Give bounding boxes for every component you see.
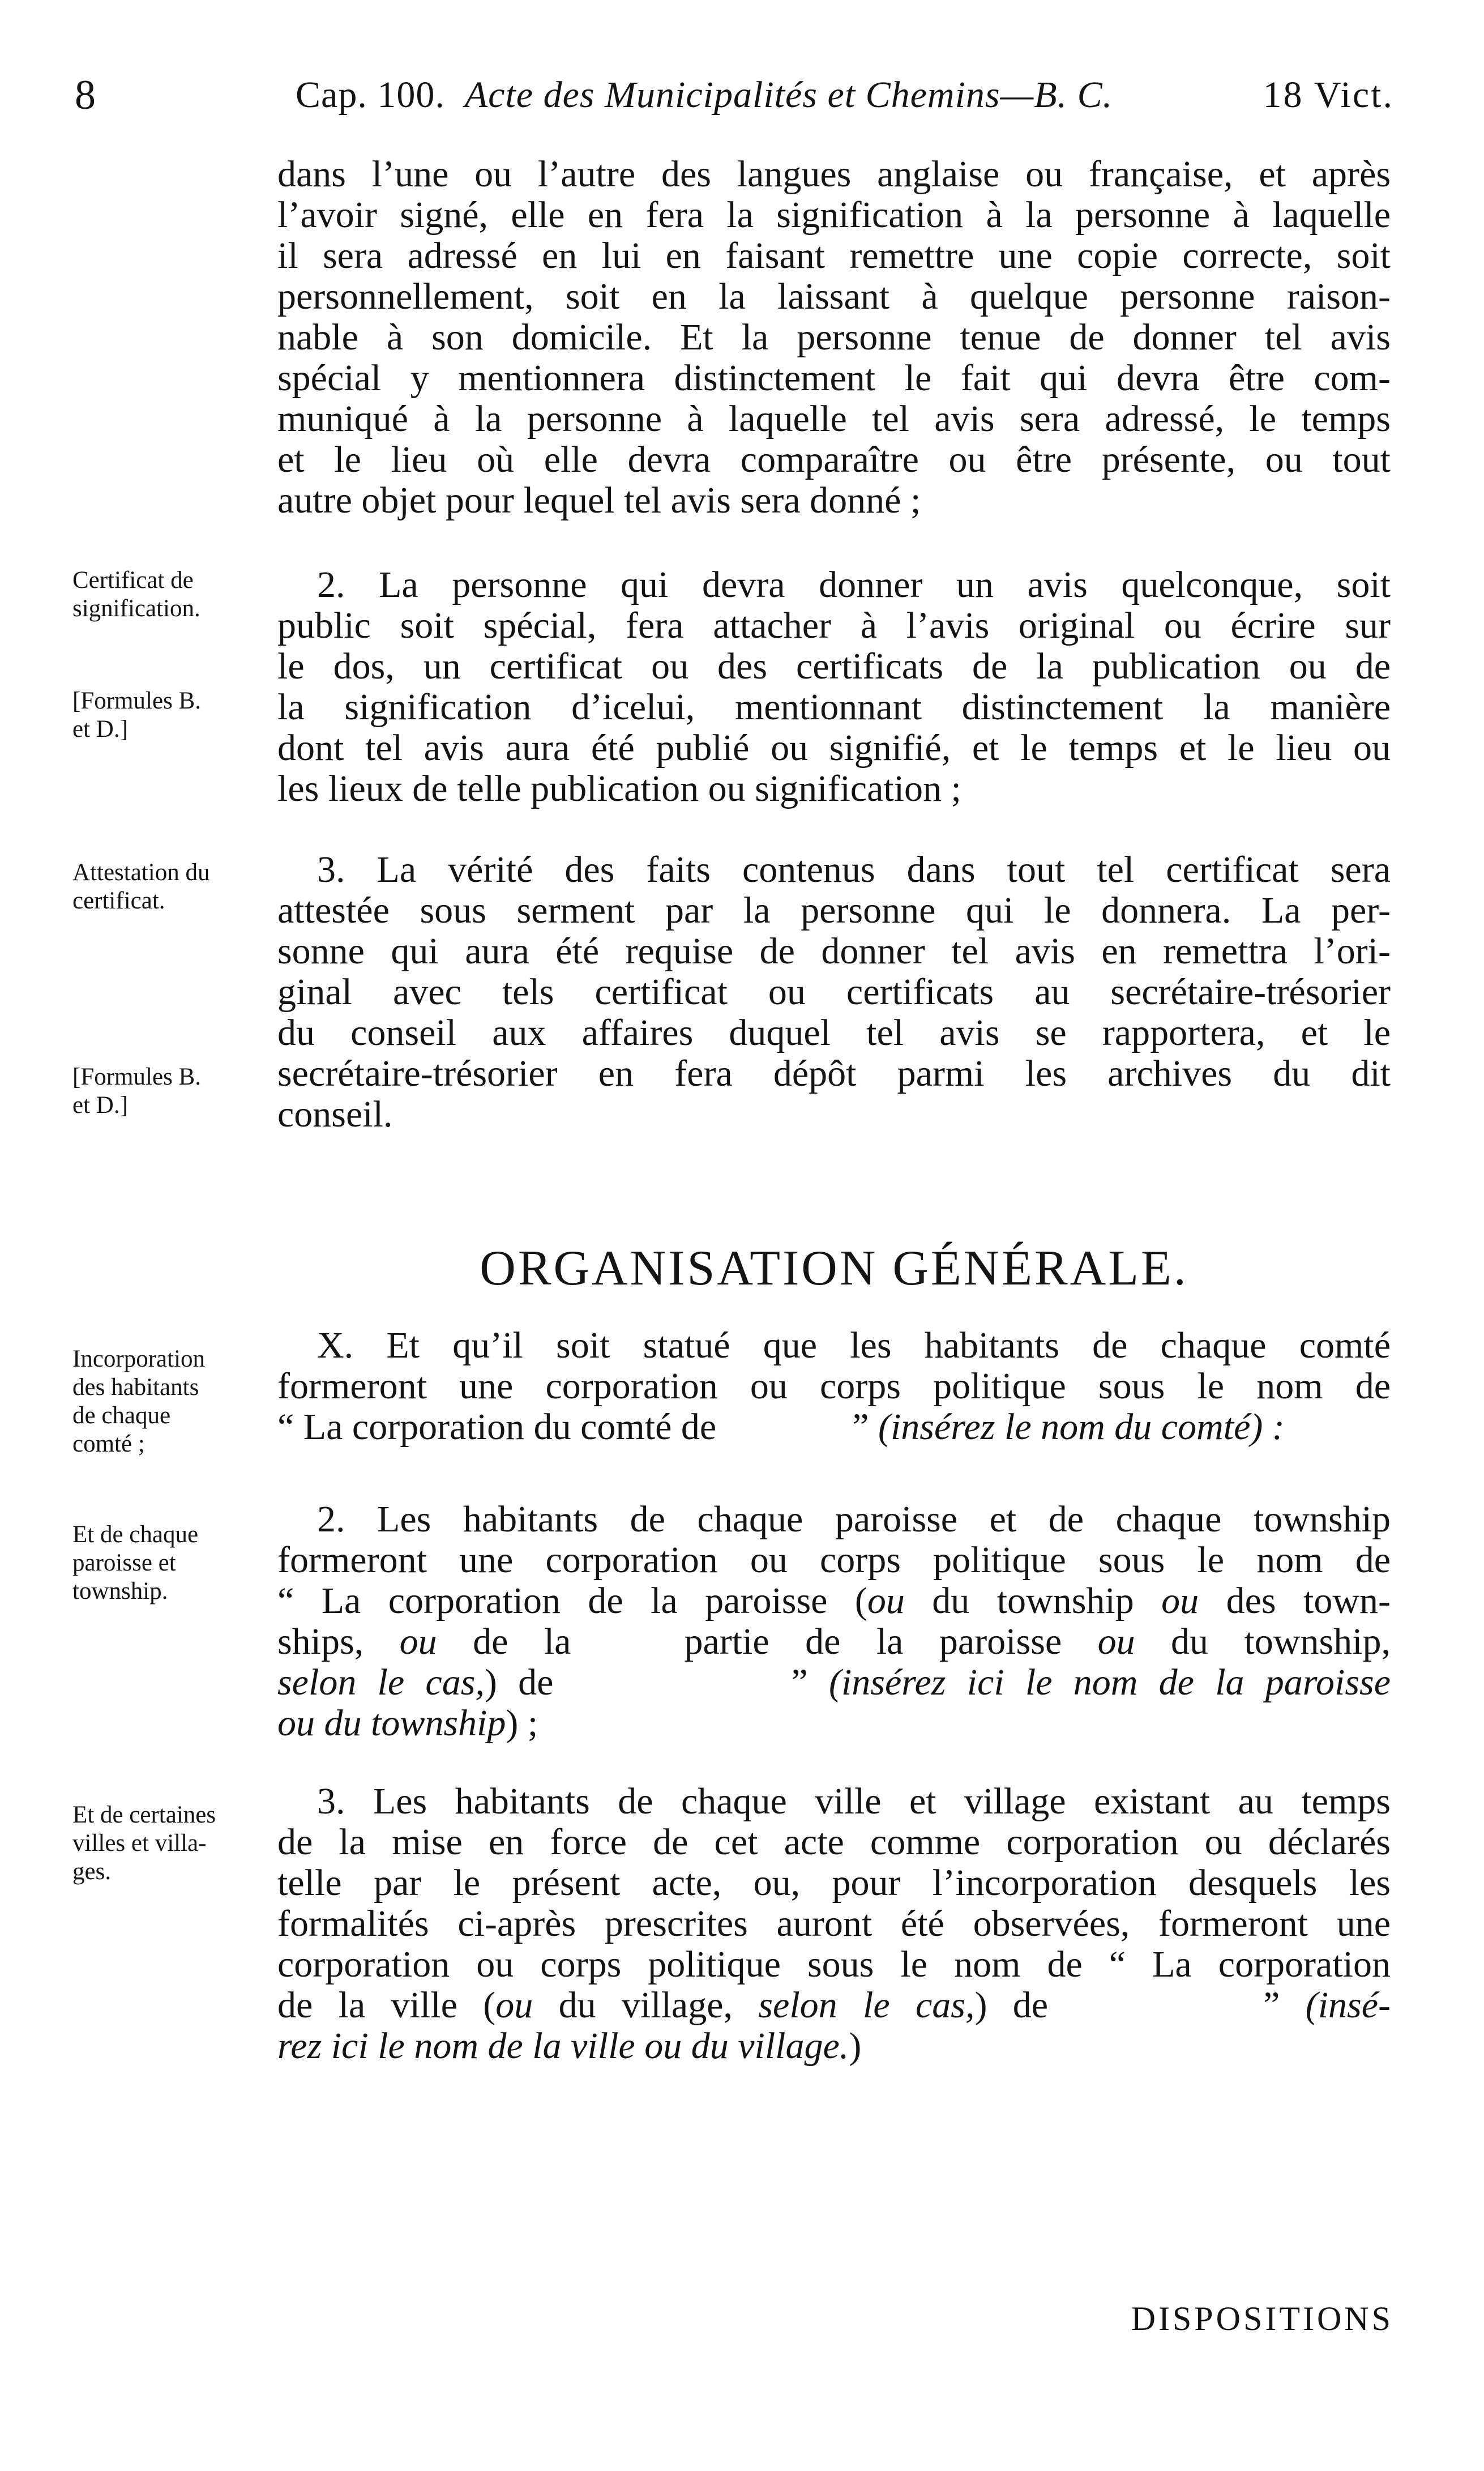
margin-note-line: township. xyxy=(72,1578,168,1604)
margin-note-attestation xyxy=(72,859,271,915)
paragraph-X xyxy=(277,1325,1391,1448)
text-line: selon le cas,) de ” (insérez ici le nom de la paroisse xyxy=(277,1662,1391,1703)
paragraph-3 xyxy=(277,850,1391,1135)
page-number: 8 xyxy=(75,72,96,118)
paragraph-X-2 xyxy=(277,1499,1391,1744)
margin-note-incorporation xyxy=(72,1345,271,1458)
margin-note-formules xyxy=(72,687,271,744)
text-segment-italic: ou xyxy=(1097,1621,1135,1662)
text-line: 3. La vérité des faits contenus dans tout tel certificat sera xyxy=(317,849,1391,890)
editorial-instruction: ou du township xyxy=(277,1702,506,1744)
margin-note-line: comté ; xyxy=(72,1431,145,1457)
text-line: ginal avec tels certificat ou certificats au secrétaire-trésorier xyxy=(277,971,1391,1013)
margin-note-line: ges. xyxy=(72,1858,112,1885)
corporation-name-comte: “ La corporation du comté de xyxy=(277,1406,717,1448)
text-line: public soit spécial, fera attacher à l’avis original ou écrire sur xyxy=(277,605,1391,646)
editorial-instruction: (insé- xyxy=(1305,1985,1391,2026)
margin-note-line: Et de certaines xyxy=(72,1802,216,1828)
text-segment: “ La corporation de la paroisse ( xyxy=(277,1580,867,1621)
text-line: X. Et qu’il soit statué que les habitants de chaque comté xyxy=(317,1325,1391,1366)
text-line: de la ville (ou du village, selon le cas,) de ” (insé- xyxy=(277,1985,1391,2026)
text-segment: partie de la paroisse xyxy=(684,1621,1098,1662)
editorial-instruction: (insérez ici le nom de la paroisse xyxy=(828,1662,1391,1703)
text-segment: ) ; xyxy=(506,1702,538,1744)
text-segment: de la ville ( xyxy=(277,1985,496,2026)
margin-note-line: Et de chaque xyxy=(72,1521,199,1548)
text-line: le dos, un certificat ou des certificats de la publication ou de xyxy=(277,646,1391,687)
text-line: nable à son domicile. Et la personne tenue de donner tel avis xyxy=(277,317,1391,358)
margin-note-line: paroisse et xyxy=(72,1550,176,1576)
margin-note-line: Certificat de xyxy=(72,567,194,594)
text-line xyxy=(277,1703,1391,1744)
running-header xyxy=(75,67,1394,123)
text-segment: du village, xyxy=(533,1985,759,2026)
text-segment: de la xyxy=(437,1621,571,1662)
running-title xyxy=(296,67,1113,123)
margin-note-line: [Formules B. xyxy=(72,688,201,714)
text-line: 3. Les habitants de chaque ville et village existant au temps xyxy=(317,1781,1391,1822)
text-line xyxy=(277,2026,1391,2067)
margin-note-line: signification. xyxy=(72,595,200,622)
text-line: telle par le présent acte, ou, pour l’incorporation desquels les xyxy=(277,1862,1391,1904)
text-line: et le lieu où elle devra comparaître ou être présente, ou tout xyxy=(277,439,1391,480)
text-line: du conseil aux affaires duquel tel avis se rapportera, et le xyxy=(277,1012,1391,1053)
text-line: les lieux de telle publication ou signification ; xyxy=(277,768,961,809)
text-line: personnellement, soit en la laissant à quelque personne raison- xyxy=(277,276,1391,317)
text-segment-italic: selon le cas, xyxy=(277,1662,485,1703)
catchword: DISPOSITIONS xyxy=(1131,2300,1393,2337)
text-line: l’avoir signé, elle en fera la signification à la personne à laquelle xyxy=(277,194,1391,236)
section-heading: ORGANISATION GÉNÉRALE. xyxy=(480,1241,1188,1296)
act-title: Acte des Municipalités et Chemins—B. C. xyxy=(464,74,1113,116)
text-line: attestée sous serment par la personne qui le donnera. La per- xyxy=(277,890,1391,931)
paragraph-2 xyxy=(277,565,1391,809)
margin-note-line: [Formules B. xyxy=(72,1064,201,1090)
text-line: corporation ou corps politique sous le nom de “ La corporation xyxy=(277,1944,1391,1985)
text-segment-italic: selon le cas, xyxy=(758,1985,975,2026)
text-segment-italic: ou xyxy=(399,1621,437,1662)
margin-note-line: certificat. xyxy=(72,887,165,914)
text-segment: ) de xyxy=(484,1662,554,1703)
text-segment: des town- xyxy=(1199,1580,1391,1621)
editorial-instruction: (insérez le nom du comté) : xyxy=(878,1406,1285,1448)
text-line: dont tel avis aura été publié ou signifié, et le temps et le lieu ou xyxy=(277,727,1391,769)
chapter-number: Cap. 100. xyxy=(296,74,445,116)
text-line: autre objet pour lequel tel avis sera donné ; xyxy=(277,480,921,521)
text-segment: du township xyxy=(904,1580,1162,1621)
text-line: de la mise en force de cet acte comme corporation ou déclarés xyxy=(277,1821,1391,1863)
editorial-instruction: rez ici le nom de la ville ou du village. xyxy=(277,2025,849,2067)
margin-note-line: et D.] xyxy=(72,1092,128,1119)
margin-note-line: de chaque xyxy=(72,1402,171,1429)
margin-note-line: Incorporation xyxy=(72,1346,206,1372)
margin-note-line: Attestation du xyxy=(72,859,210,886)
text-line: secrétaire-trésorier en fera dépôt parmi les archives du dit xyxy=(277,1053,1391,1094)
text-segment-italic: ou xyxy=(1161,1580,1199,1621)
paragraph-X-3 xyxy=(277,1781,1391,2067)
paragraph-intro xyxy=(277,154,1391,521)
margin-note-paroisse xyxy=(72,1521,271,1606)
margin-note-line: et D.] xyxy=(72,716,128,742)
text-line: 2. Les habitants de chaque paroisse et de chaque township xyxy=(317,1499,1391,1540)
text-line: il sera adressé en lui en faisant remettre une copie correcte, soit xyxy=(277,235,1391,276)
text-segment: ) xyxy=(849,2025,862,2067)
margin-note-line: villes et villa- xyxy=(72,1830,207,1857)
regnal-year: 18 Vict. xyxy=(1263,74,1394,116)
text-segment: ) de xyxy=(974,1985,1049,2026)
text-line: dans l’une ou l’autre des langues anglaise ou française, et après xyxy=(277,153,1391,195)
text-line: muniqué à la personne à laquelle tel avis sera adressé, le temps xyxy=(277,398,1391,439)
text-line: sonne qui aura été requise de donner tel avis en remettra l’ori- xyxy=(277,931,1391,972)
text-segment: du township, xyxy=(1135,1621,1391,1662)
text-line: formeront une corporation ou corps politique sous le nom de xyxy=(277,1539,1391,1581)
margin-note-formules xyxy=(72,1063,271,1120)
text-segment: ships, xyxy=(277,1621,400,1662)
text-line xyxy=(277,1621,1391,1662)
margin-note-villes xyxy=(72,1801,271,1886)
text-line: 2. La personne qui devra donner un avis quelconque, soit xyxy=(317,564,1391,605)
text-line: formalités ci-après prescrites auront été observées, formeront une xyxy=(277,1903,1391,1944)
text-line: “ La corporation du comté de ” (insérez le nom du comté) : xyxy=(277,1406,1285,1448)
margin-note-certificat xyxy=(72,566,271,623)
text-line: la signification d’icelui, mentionnant distinctement la manière xyxy=(277,686,1391,728)
text-line xyxy=(277,1581,1391,1621)
text-segment-italic: ou xyxy=(867,1580,905,1621)
text-segment-italic: ou xyxy=(495,1985,533,2026)
margin-note-line: des habitants xyxy=(72,1374,199,1401)
text-line: spécial y mentionnera distinctement le fait qui devra être com- xyxy=(277,357,1391,399)
text-line: formeront une corporation ou corps politique sous le nom de xyxy=(277,1365,1391,1407)
text-line: conseil. xyxy=(277,1094,393,1135)
